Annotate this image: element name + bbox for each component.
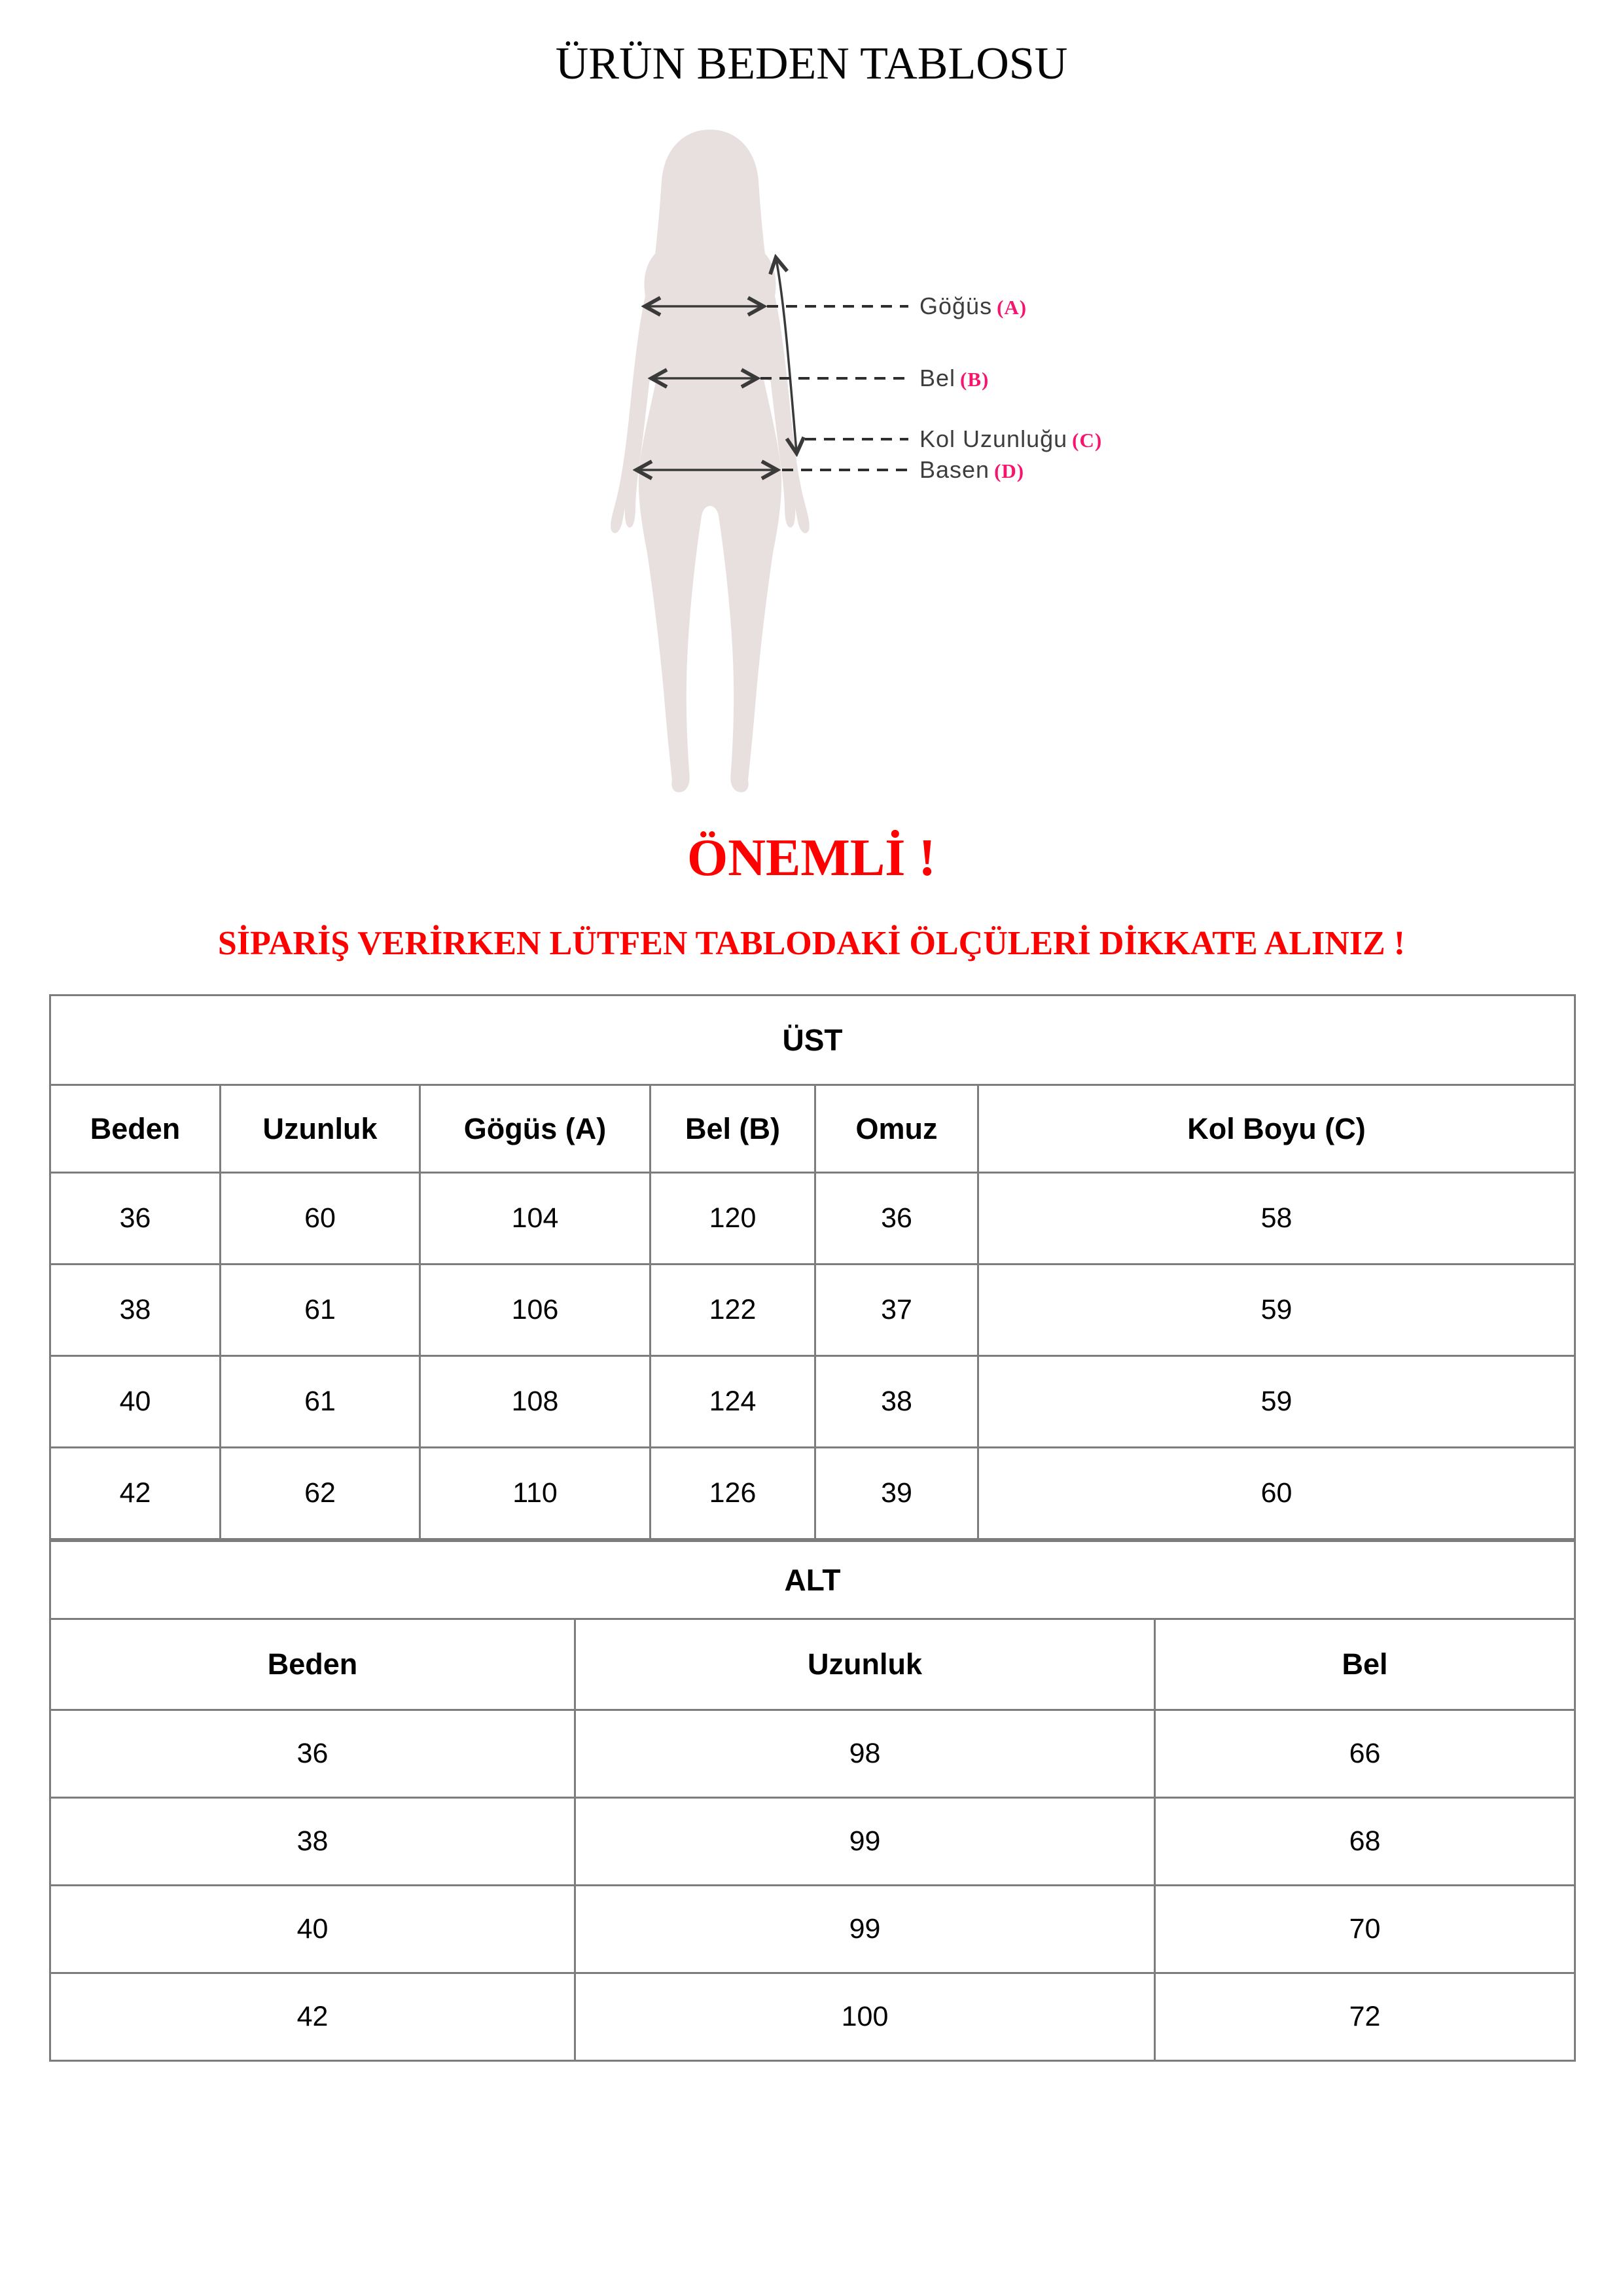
table-row	[50, 996, 1575, 1085]
alt-section-title: ALT	[50, 1541, 1575, 1619]
size-cell: 104	[420, 1173, 651, 1265]
column-header: Bel	[1155, 1619, 1575, 1710]
size-cell: 59	[978, 1265, 1575, 1356]
label-text: Bel	[919, 365, 956, 391]
alt-size-table	[49, 1540, 1576, 2062]
column-header: Bel (B)	[651, 1085, 815, 1173]
size-cell: 99	[575, 1886, 1155, 1973]
size-cell: 68	[1155, 1798, 1575, 1886]
size-cell: 98	[575, 1710, 1155, 1798]
size-tables	[49, 994, 1574, 2062]
measure-label-hip	[919, 456, 1024, 485]
label-text: Kol Uzunluğu	[919, 425, 1068, 452]
size-cell: 124	[651, 1356, 815, 1448]
table-row	[50, 1619, 1575, 1710]
size-cell: 58	[978, 1173, 1575, 1265]
ust-size-table	[49, 994, 1576, 1540]
size-cell: 61	[221, 1265, 420, 1356]
size-cell: 36	[50, 1710, 575, 1798]
table-row	[50, 1886, 1575, 1973]
column-header: Uzunluk	[221, 1085, 420, 1173]
table-row	[50, 1356, 1575, 1448]
label-text: Basen	[919, 456, 990, 483]
column-header: Uzunluk	[575, 1619, 1155, 1710]
size-cell: 37	[815, 1265, 978, 1356]
size-cell: 120	[651, 1173, 815, 1265]
table-row	[50, 1448, 1575, 1539]
size-cell: 106	[420, 1265, 651, 1356]
size-cell: 70	[1155, 1886, 1575, 1973]
size-cell: 42	[50, 1973, 575, 2061]
table-row	[50, 1265, 1575, 1356]
table-row	[50, 1085, 1575, 1173]
size-cell: 60	[978, 1448, 1575, 1539]
measure-label-arm-length	[919, 425, 1102, 454]
size-cell: 42	[50, 1448, 221, 1539]
size-cell: 66	[1155, 1710, 1575, 1798]
measure-label-chest	[919, 293, 1027, 321]
column-header: Beden	[50, 1619, 575, 1710]
size-cell: 40	[50, 1886, 575, 1973]
page-title: ÜRÜN BEDEN TABLOSU	[555, 39, 1068, 89]
label-letter: (C)	[1072, 429, 1103, 452]
size-cell: 108	[420, 1356, 651, 1448]
column-header: Omuz	[815, 1085, 978, 1173]
size-cell: 60	[221, 1173, 420, 1265]
column-header: Gögüs (A)	[420, 1085, 651, 1173]
table-row	[50, 1973, 1575, 2061]
size-cell: 38	[50, 1798, 575, 1886]
size-cell: 38	[815, 1356, 978, 1448]
size-cell: 36	[815, 1173, 978, 1265]
measure-label-waist	[919, 365, 989, 393]
size-cell: 126	[651, 1448, 815, 1539]
ust-section-title: ÜST	[50, 996, 1575, 1085]
warning-heading: ÖNEMLİ !	[687, 829, 936, 887]
size-cell: 38	[50, 1265, 221, 1356]
table-row	[50, 1173, 1575, 1265]
size-cell: 122	[651, 1265, 815, 1356]
size-cell: 61	[221, 1356, 420, 1448]
size-cell: 40	[50, 1356, 221, 1448]
size-cell: 59	[978, 1356, 1575, 1448]
size-cell: 62	[221, 1448, 420, 1539]
column-header: Beden	[50, 1085, 221, 1173]
column-header: Kol Boyu (C)	[978, 1085, 1575, 1173]
size-cell: 110	[420, 1448, 651, 1539]
table-row	[50, 1798, 1575, 1886]
body-silhouette	[611, 130, 810, 792]
size-cell: 39	[815, 1448, 978, 1539]
body-diagram-svg	[550, 124, 916, 798]
size-cell: 100	[575, 1973, 1155, 2061]
label-letter: (D)	[994, 459, 1025, 482]
table-row	[50, 1710, 1575, 1798]
size-cell: 72	[1155, 1973, 1575, 2061]
size-cell: 99	[575, 1798, 1155, 1886]
torso-legs-shape	[639, 187, 781, 792]
label-letter: (B)	[960, 368, 990, 391]
size-cell: 36	[50, 1173, 221, 1265]
table-row	[50, 1541, 1575, 1619]
body-measurement-diagram	[550, 124, 1171, 805]
label-text: Göğüs	[919, 293, 993, 319]
warning-subheading: SİPARİŞ VERİRKEN LÜTFEN TABLODAKİ ÖLÇÜLERİ DİKKATE ALINIZ !	[217, 925, 1406, 962]
label-letter: (A)	[997, 296, 1027, 319]
